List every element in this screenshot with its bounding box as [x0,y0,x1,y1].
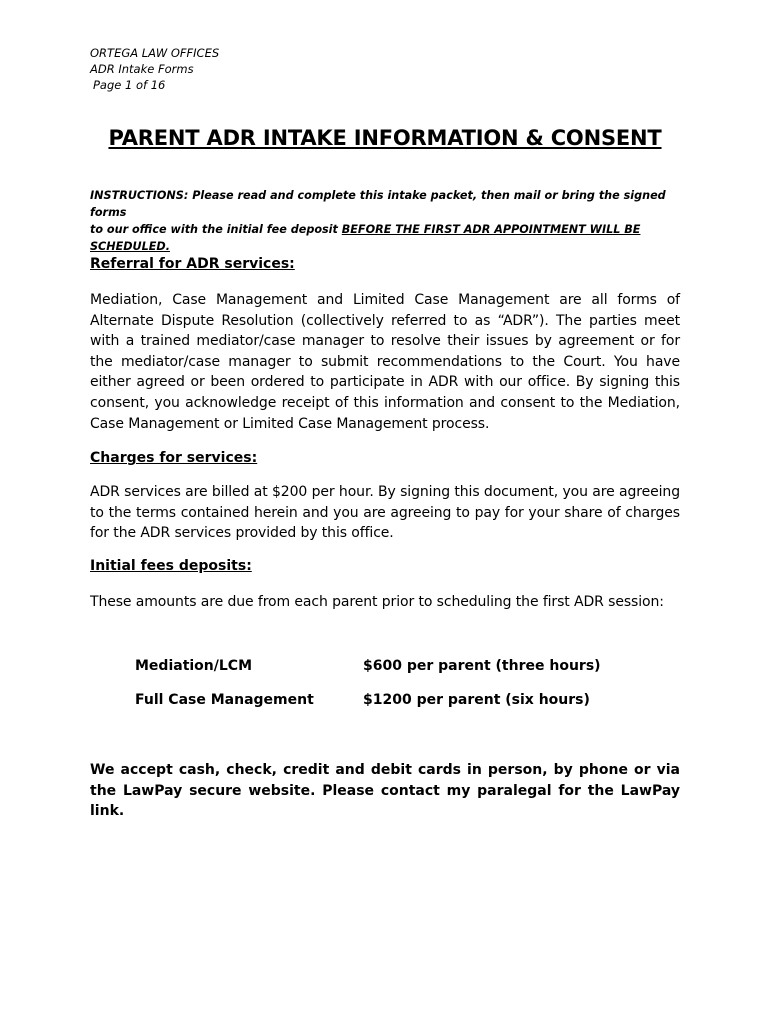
fee-amount: $1200 per parent (six hours) [363,692,590,708]
fee-row-mediation [135,658,601,674]
page-header [90,45,219,93]
fee-amount: $600 per parent (three hours) [363,658,601,674]
form-set-name: ADR Intake Forms [90,62,194,76]
fee-row-case-management [135,692,590,708]
referral-body: Mediation, Case Management and Limited Case Management are all forms of Alternate Dispute Resolution (collectively referred to as “ADR”). The parties meet with a trained mediator/case manager to resolve their issues by agreement or for the mediator/case manager to submit recommendations to the Court. You have either agreed or been ordered to participate in ADR with our office. By signing this consent, you acknowledge receipt of this information and consent to the Mediation, Case Management or Limited Case Management process. [90,292,680,432]
fee-service: Full Case Management [135,692,314,708]
charges-body: ADR services are billed at $200 per hour. By signing this document, you are agreeing to the terms contained herein and you are agreeing to pay for your share of charges for the ADR services provided by this office. [90,484,680,542]
office-name: ORTEGA LAW OFFICES [90,46,220,60]
referral-heading: Referral for ADR services: [90,256,295,272]
deposits-heading: Initial fees deposits: [90,558,252,574]
payment-methods-note: We accept cash, check, credit and debit cards in person, by phone or via the LawPay secure website. Please contact my paralegal for the LawPay link. [90,762,680,820]
instructions-line-2: to our office with the initial fee deposit [90,223,342,236]
deposits-body: These amounts are due from each parent prior to scheduling the first ADR session: [90,594,664,610]
page-title: PARENT ADR INTAKE INFORMATION & CONSENT [108,126,662,150]
charges-heading: Charges for services: [90,450,258,466]
fee-service: Mediation/LCM [135,658,253,674]
instructions-line-1: INSTRUCTIONS: Please read and complete this intake packet, then mail or bring the signed forms [90,189,666,219]
page-number: Page 1 of 16 [93,78,166,92]
instructions-emphasis: BEFORE THE FIRST ADR APPOINTMENT WILL BE SCHEDULED. [90,223,641,253]
instructions [90,187,690,255]
